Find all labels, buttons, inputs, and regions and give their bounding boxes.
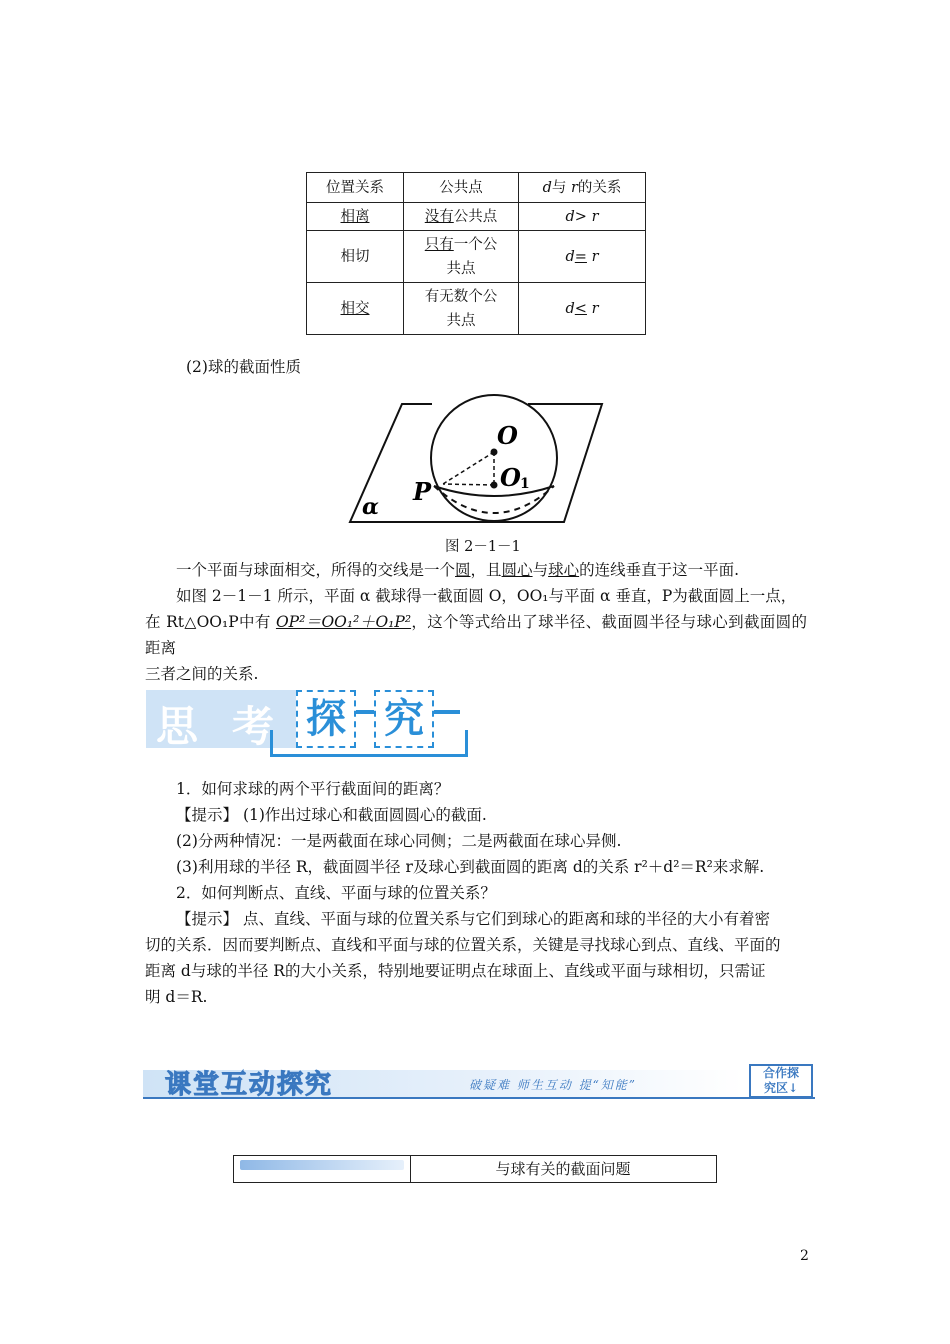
- banner-slogan: 破疑难 师生互动 提“知能”: [469, 1078, 637, 1092]
- hint-2: 【提示】 点、直线、平面与球的位置关系与它们到球心的距离和球的半径的大小有着密 切的关系．因而要判断点、直线和平面与球的位置关系，关键是寻找球心到点、直线、平面的 距离 d与球的半径 R的大小关系，特别地要证明点在球面上、直线或平面与球相切，只需证 明 d＝R.: [145, 910, 781, 1006]
- table-cell: d< r: [519, 283, 646, 335]
- header-cell: 位置关系: [307, 173, 404, 203]
- banner-title: 课堂互动探究: [165, 1070, 334, 1100]
- label-O: O: [497, 421, 518, 450]
- table-cell: 只有一个公 共点: [404, 231, 519, 283]
- hint-1-case: (2)分两种情况：一是两截面在球心同侧；二是两截面在球心异侧.: [176, 832, 622, 850]
- question-2: 2．如何判断点、直线、平面与球的位置关系？: [176, 884, 496, 902]
- label-O1-subscript: 1: [520, 476, 530, 492]
- topic-box: [233, 1155, 717, 1183]
- section-heading: (2)球的截面性质: [186, 358, 301, 376]
- table-cell: 没有公共点: [404, 203, 519, 231]
- sphere: [431, 395, 557, 521]
- table-cell: d> r: [519, 203, 646, 231]
- topic-ribbon-icon: [240, 1160, 404, 1170]
- table-cell: 相离: [307, 203, 404, 231]
- paragraph-figure-explanation: 如图 2－1－1 所示，平面 α 截球得一截面圆 O，OO₁与平面 α 垂直，P为截面圆上一点， 在 Rt△OO₁P中有 OP²＝OO₁²＋O₁P²，这个等式给出了球半径、截面圆半径与球心到截面圆的距离 三者之间的关系.: [145, 587, 807, 683]
- table-cell: 相交: [307, 283, 404, 335]
- paragraph-section-property: 一个平面与球面相交，所得的交线是一个圆，且圆心与球心的连线垂直于这一平面.: [176, 561, 740, 579]
- point-O1: [491, 482, 498, 489]
- label-alpha: α: [362, 494, 379, 520]
- banner-char: 究: [374, 690, 434, 748]
- page-number: 2: [800, 1248, 809, 1264]
- banner-char: 考: [232, 702, 275, 751]
- label-P: P: [413, 477, 432, 506]
- classroom-banner: [143, 1064, 815, 1100]
- banner-char: 思: [156, 702, 199, 751]
- banner-char: 探: [296, 690, 356, 748]
- label-O1: O: [500, 463, 521, 492]
- table-cell: 相切: [307, 231, 404, 283]
- sphere-section-figure: [340, 378, 620, 528]
- cooperative-area-box[interactable]: 合作探 究区↓: [749, 1064, 813, 1098]
- think-explore-banner: [146, 690, 466, 762]
- figure-caption: 图 2－1－1: [445, 539, 521, 555]
- relation-table: [306, 172, 646, 335]
- hint-1: 【提示】 (1)作出过球心和截面圆圆心的截面.: [176, 806, 487, 824]
- header-cell: 公共点: [404, 173, 519, 203]
- hint-1-solve: (3)利用球的半径 R，截面圆半径 r及球心到截面圆的距离 d的关系 r²＋d²＝R²来求解.: [176, 858, 765, 876]
- table-cell: 有无数个公 共点: [404, 283, 519, 335]
- table-cell: d= r: [519, 231, 646, 283]
- topic-title: 与球有关的截面问题: [495, 1160, 631, 1178]
- question-1: 1．如何求球的两个平行截面间的距离？: [176, 780, 450, 798]
- header-cell: d与 r的关系: [519, 173, 646, 203]
